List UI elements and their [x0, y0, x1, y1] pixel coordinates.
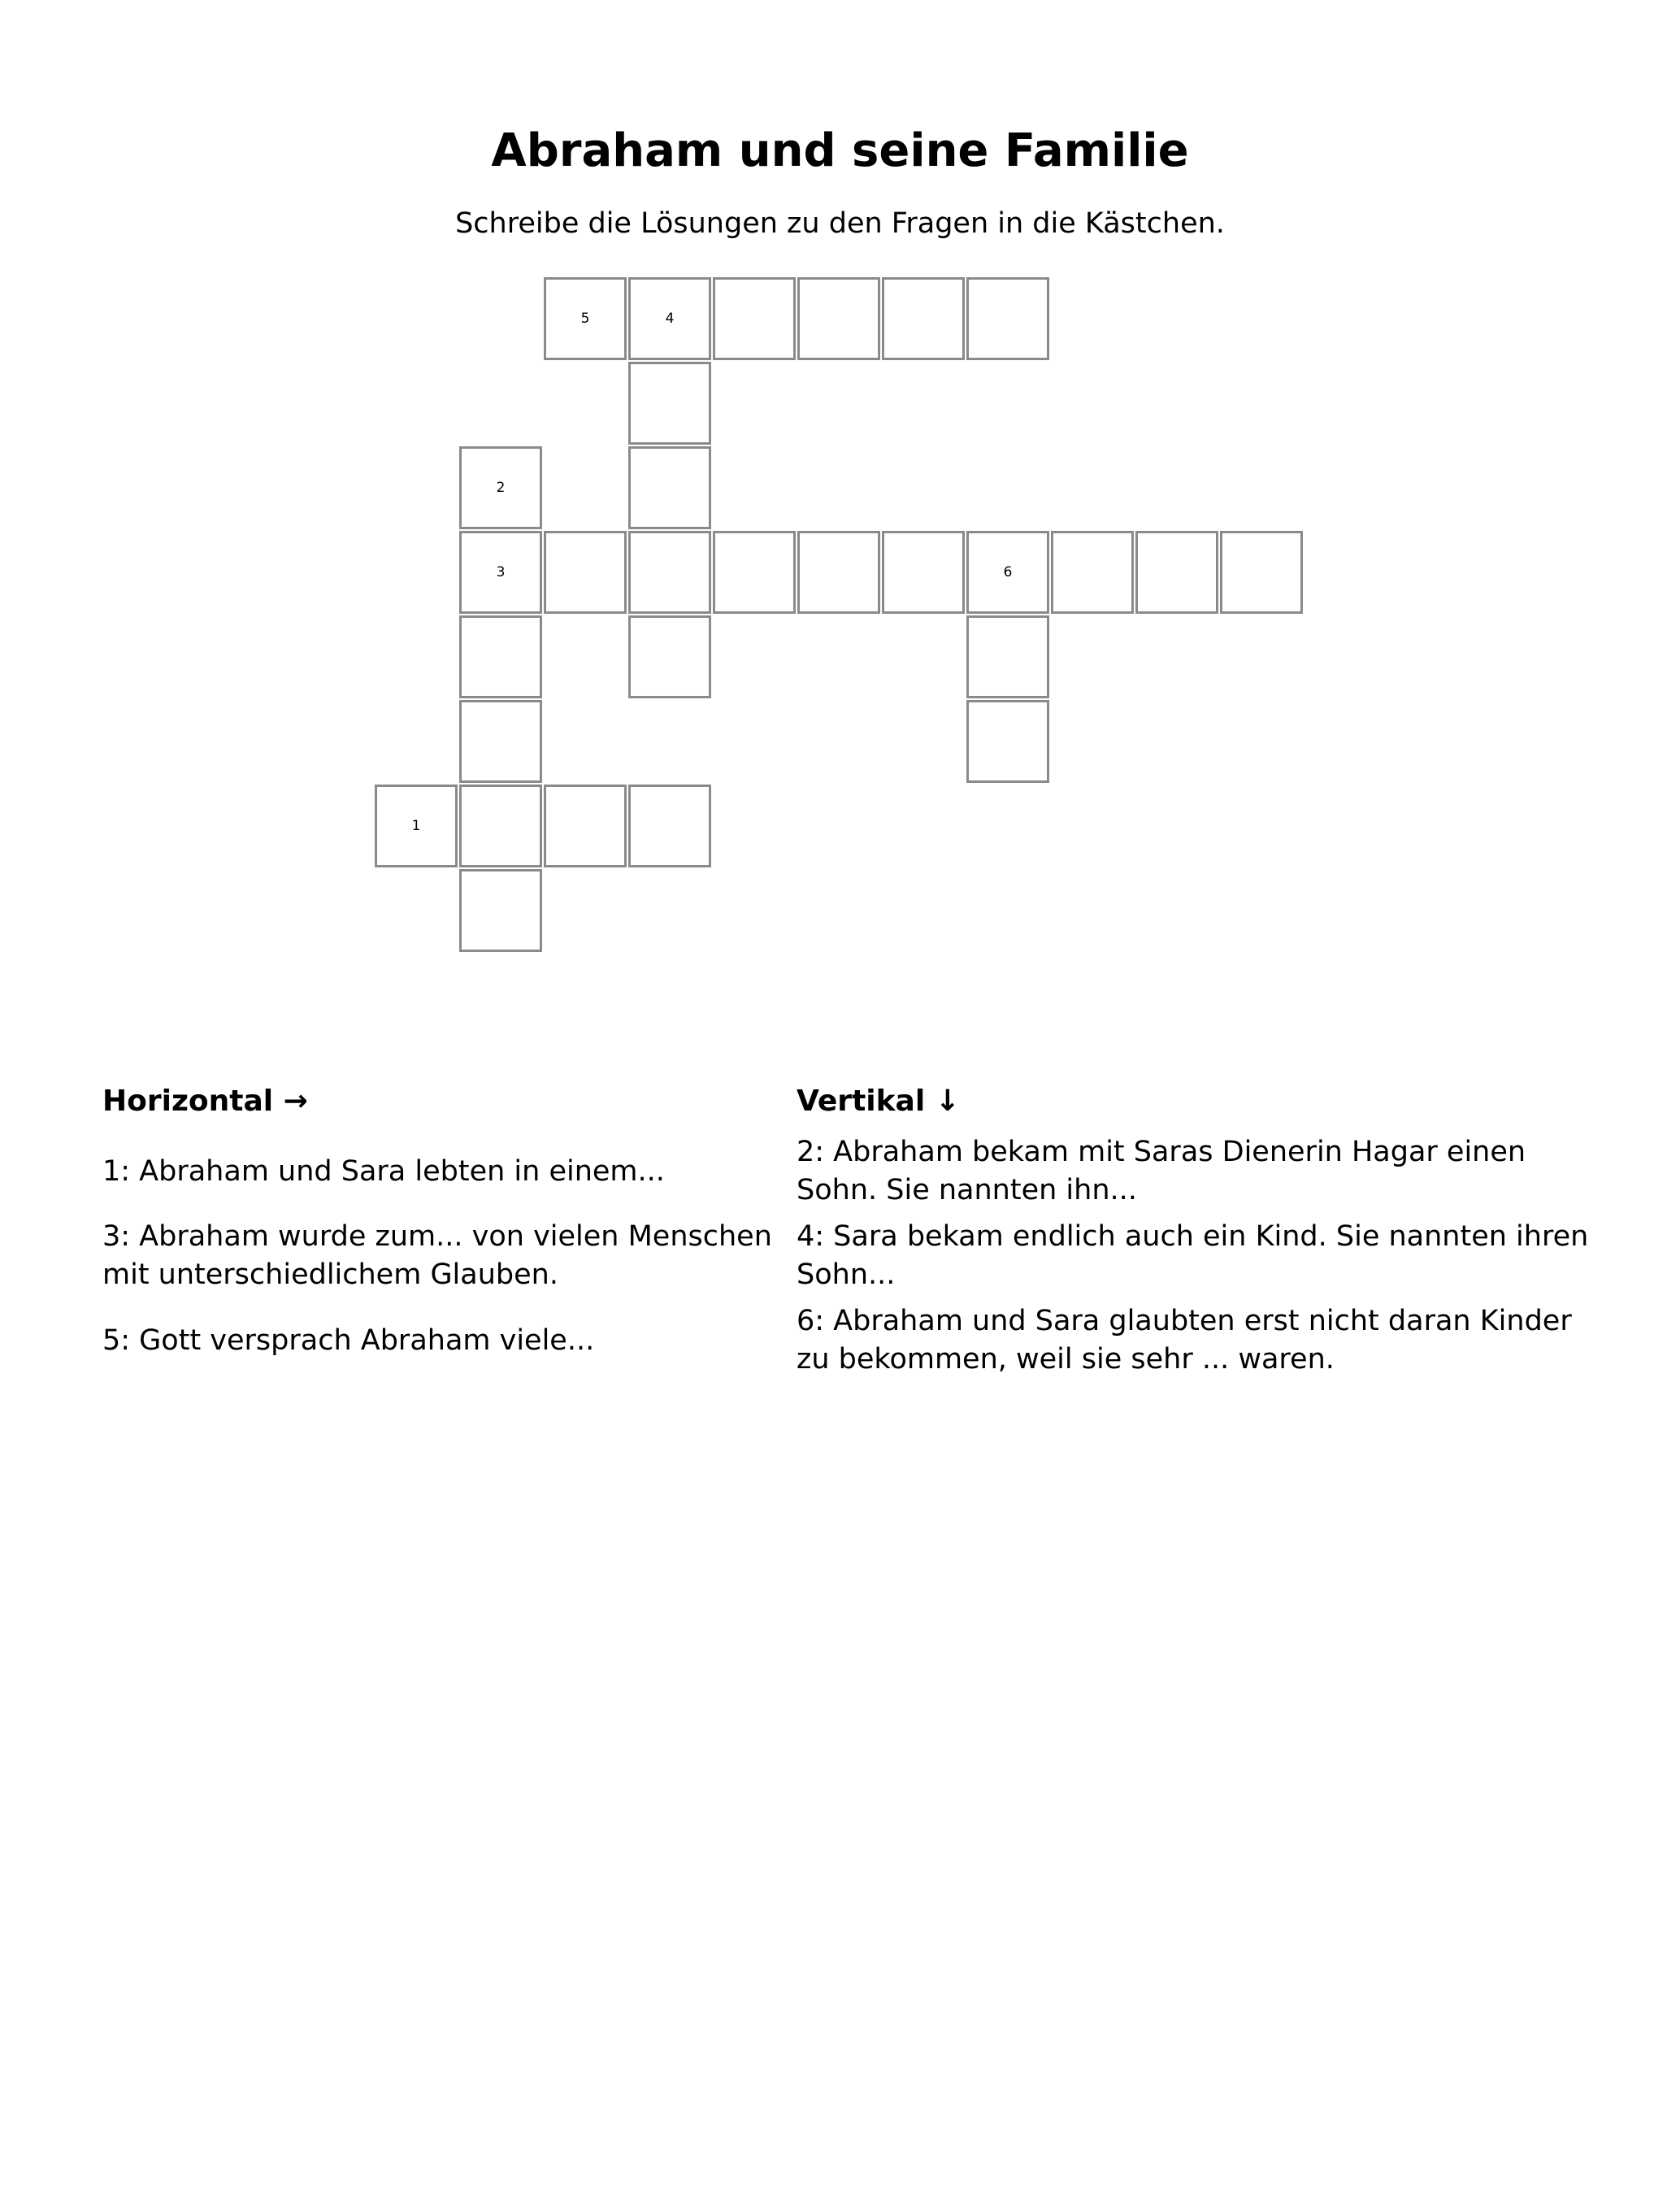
grid-cell[interactable] — [459, 700, 542, 783]
grid-cell[interactable] — [797, 531, 880, 614]
cell-number: 5 — [580, 311, 590, 327]
cell-number: 6 — [1003, 564, 1013, 580]
grid-cell[interactable] — [1051, 531, 1134, 614]
cell-number: 3 — [496, 564, 506, 580]
grid-cell[interactable] — [966, 531, 1049, 614]
grid-cell[interactable] — [1135, 531, 1218, 614]
grid-cell[interactable] — [459, 615, 542, 698]
grid-cell[interactable] — [628, 362, 711, 445]
clue-vertical-4: 4: Sara bekam endlich auch ein Kind. Sie nannten ihren Sohn... — [797, 1220, 1589, 1291]
clue-vertical-6: 6: Abraham und Sara glaubten erst nicht daran Kinder zu bekommen, weil sie sehr ... waren. — [797, 1305, 1572, 1376]
grid-cell[interactable] — [966, 277, 1049, 360]
grid-cell[interactable] — [459, 869, 542, 952]
grid-cell[interactable] — [1220, 531, 1303, 614]
grid-cell[interactable] — [544, 531, 627, 614]
grid-cell[interactable] — [459, 785, 542, 867]
grid-cell[interactable] — [544, 785, 627, 867]
grid-cell[interactable] — [375, 785, 458, 867]
grid-cell[interactable] — [459, 446, 542, 529]
page-title: Abraham und seine Familie — [491, 124, 1189, 177]
clue-horizontal-5: 5: Gott versprach Abraham viele... — [102, 1324, 595, 1357]
crossword-grid — [0, 0, 1680, 976]
horizontal-clues — [102, 1081, 777, 1387]
clue-vertical-2: 2: Abraham bekam mit Saras Dienerin Hagar einen Sohn. Sie nannten ihn... — [797, 1136, 1526, 1206]
grid-cell[interactable] — [628, 531, 711, 614]
grid-cell[interactable] — [628, 615, 711, 698]
vertical-clues — [797, 1081, 1593, 1387]
clue-horizontal-3: 3: Abraham wurde zum... von vielen Menschen mit unterschiedlichem Glauben. — [102, 1220, 772, 1291]
cell-number: 2 — [496, 480, 506, 496]
grid-cell[interactable] — [713, 531, 796, 614]
grid-cell[interactable] — [544, 277, 627, 360]
grid-cell[interactable] — [628, 277, 711, 360]
grid-cell[interactable] — [797, 277, 880, 360]
grid-cell[interactable] — [713, 277, 796, 360]
grid-cell[interactable] — [459, 531, 542, 614]
grid-cell[interactable] — [966, 700, 1049, 783]
cell-number: 1 — [411, 818, 421, 834]
vertical-heading: Vertikal ↓ — [797, 1084, 960, 1118]
cell-number: 4 — [665, 311, 675, 327]
grid-cell[interactable] — [882, 277, 965, 360]
grid-cell[interactable] — [966, 615, 1049, 698]
grid-cell[interactable] — [628, 446, 711, 529]
grid-cell[interactable] — [628, 785, 711, 867]
instructions: Schreibe die Lösungen zu den Fragen in die Kästchen. — [455, 207, 1225, 240]
horizontal-heading: Horizontal → — [102, 1084, 308, 1118]
grid-cell[interactable] — [882, 531, 965, 614]
clue-horizontal-1: 1: Abraham und Sara lebten in einem... — [102, 1154, 665, 1188]
